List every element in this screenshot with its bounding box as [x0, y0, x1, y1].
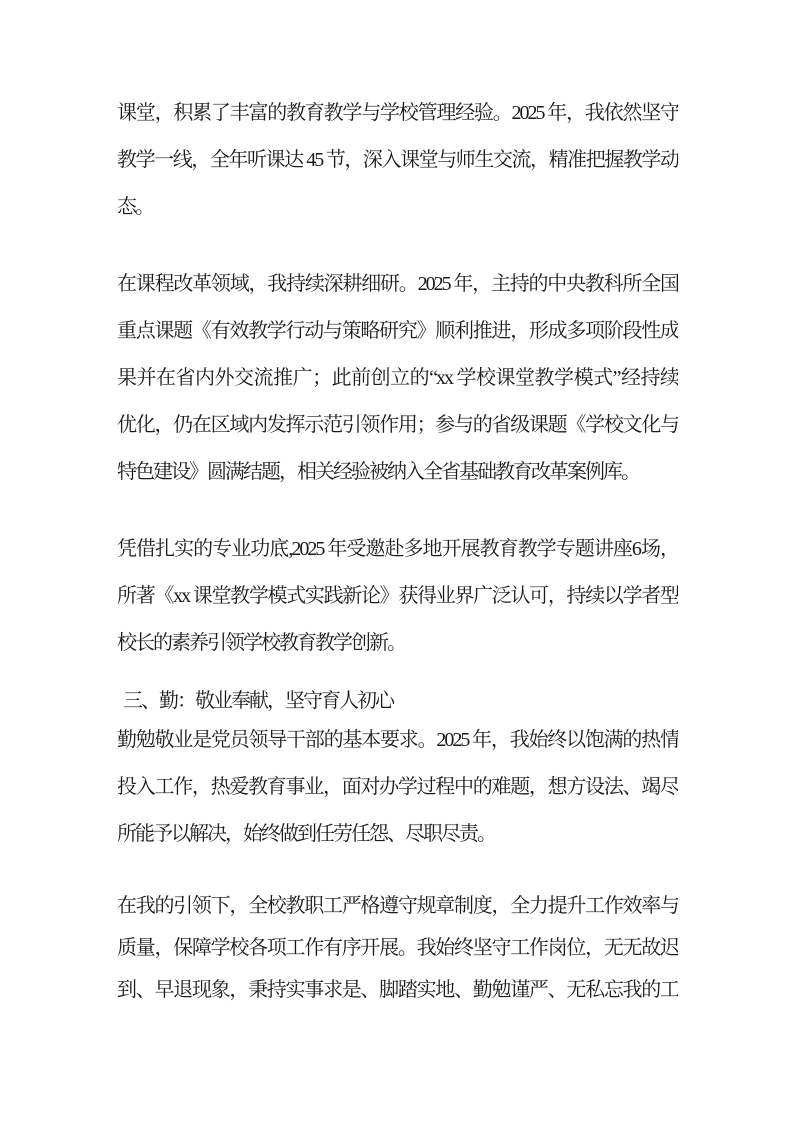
text-line: 重点课题《有效教学行动与策略研究》顺利推进，形成多项阶段性成: [117, 320, 678, 342]
heading-line: 三、勤：敬业奉献，坚守育人初心: [123, 690, 393, 712]
paragraph: [117, 90, 678, 231]
section-heading: [117, 686, 678, 716]
text-line: 在课程改革领域，我持续深耕细研。2025 年，主持的中央教科所全国: [117, 273, 678, 295]
text-line: 果并在省内外交流推广；此前创立的“xx 学校课堂教学模式”经持续: [117, 367, 678, 389]
text-line: 投入工作，热爱教育事业，面对办学过程中的难题，想方设法、竭尽: [117, 776, 678, 798]
text-line: 课堂，积累了丰富的教育教学与学校管理经验。2025 年，我依然坚守: [117, 102, 678, 124]
text-line: 特色建设》圆满结题，相关经验被纳入全省基础教育改革案例库。: [117, 461, 639, 483]
text-line: 凭借扎实的专业功底,2025 年受邀赴多地开展教育教学专题讲座6场，: [117, 538, 678, 560]
paragraph: [117, 717, 678, 858]
text-line: 在我的引领下，全校教职工严格遵守规章制度，全力提升工作效率与: [117, 895, 678, 917]
paragraph: [117, 885, 678, 1011]
text-line: 教学一线，全年听课达 45 节，深入课堂与师生交流，精准把握教学动: [117, 149, 678, 171]
text-line: 所著《xx 课堂教学模式实践新论》获得业界广泛认可，持续以学者型: [117, 585, 678, 607]
document-body: [117, 0, 678, 1011]
text-line: 勤勉敬业是党员领导干部的基本要求。2025 年，我始终以饱满的热情: [117, 729, 678, 751]
text-line: 态。: [117, 196, 153, 218]
text-line: 所能予以解决，始终做到任劳任怨、尽职尽责。: [117, 823, 495, 845]
text-line: 优化，仍在区域内发挥示范引领作用；参与的省级课题《学校文化与: [117, 414, 678, 436]
paragraph: [117, 526, 678, 667]
text-line: 到、早退现象，秉持实事求是、脚踏实地、勤勉谨严、无私忘我的工: [117, 979, 678, 1001]
text-line: 质量，保障学校各项工作有序开展。我始终坚守工作岗位，无无故迟: [117, 937, 678, 959]
paragraph: [117, 261, 678, 496]
text-line: 校长的素养引领学校教育教学创新。: [117, 632, 405, 654]
